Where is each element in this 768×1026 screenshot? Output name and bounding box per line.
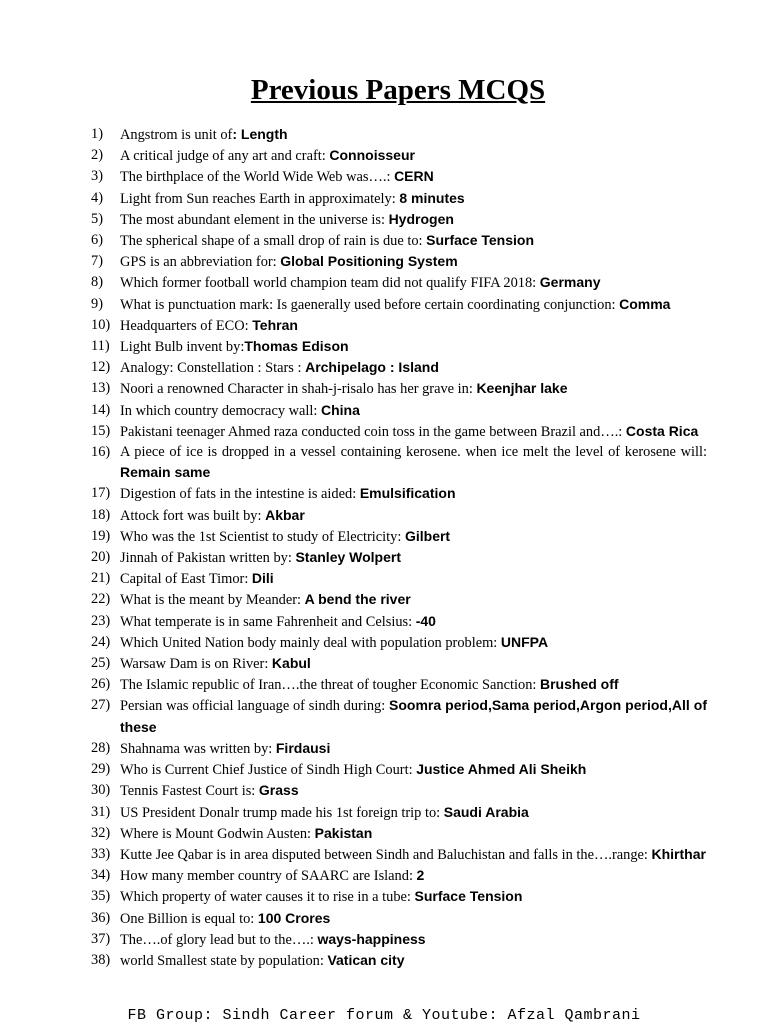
mcq-question: Headquarters of ECO: bbox=[120, 317, 253, 334]
mcq-question: Kutte Jee Qabar is in area disputed between Sindh and Baluchistan and falls in the….range: bbox=[120, 846, 652, 863]
mcq-question: Light from Sun reaches Earth in approximately: bbox=[120, 190, 400, 207]
footer-credit: FB Group: Sindh Career forum & Youtube: Afzal Qambrani bbox=[127, 1007, 641, 1024]
mcq-number: 38) bbox=[91, 951, 111, 968]
mcq-question: Analogy: Constellation : Stars : bbox=[120, 360, 306, 377]
mcq-question: A critical judge of any art and craft: bbox=[120, 148, 330, 165]
mcq-number: 27) bbox=[91, 697, 111, 714]
mcq-item bbox=[93, 483, 707, 504]
mcq-answer: Keenjhar lake bbox=[476, 380, 568, 397]
mcq-question: The most abundant element in the universe is: bbox=[120, 211, 389, 228]
mcq-question: The spherical shape of a small drop of rain is due to: bbox=[120, 233, 427, 250]
mcq-answer: Hydrogen bbox=[388, 210, 454, 227]
mcq-answer: Gilbert bbox=[404, 527, 451, 544]
mcq-number: 16) bbox=[91, 444, 111, 461]
mcq-item bbox=[93, 695, 707, 737]
mcq-number: 2) bbox=[91, 147, 103, 164]
mcq-question: Warsaw Dam is on River: bbox=[120, 656, 272, 673]
mcq-answer: Surface Tension bbox=[426, 232, 535, 249]
mcq-number: 23) bbox=[91, 612, 111, 629]
mcq-item bbox=[93, 230, 707, 251]
mcq-number: 20) bbox=[91, 549, 111, 566]
mcq-item bbox=[93, 886, 707, 907]
mcq-question: What temperate is in same Fahrenheit and Celsius: bbox=[120, 613, 416, 630]
mcq-answer: Kabul bbox=[271, 655, 311, 672]
page-title bbox=[0, 73, 768, 107]
mcq-question: US President Donalr trump made his 1st foreign trip to: bbox=[120, 804, 444, 821]
mcq-question: Which property of water causes it to rise in a tube: bbox=[120, 889, 415, 906]
mcq-item bbox=[93, 759, 707, 780]
mcq-question: Light Bulb invent by: bbox=[120, 339, 245, 356]
mcq-question: Angstrom is unit of bbox=[120, 127, 233, 143]
mcq-number: 5) bbox=[91, 210, 103, 227]
mcq-item bbox=[93, 823, 707, 844]
mcq-number: 36) bbox=[91, 909, 111, 926]
mcq-question: What is the meant by Meander: bbox=[120, 592, 305, 609]
mcq-question: One Billion is equal to: bbox=[120, 910, 258, 927]
mcq-item bbox=[93, 950, 707, 971]
mcq-question: Persian was official language of sindh during: bbox=[120, 698, 389, 715]
mcq-item bbox=[93, 357, 707, 378]
mcq-item bbox=[93, 209, 707, 230]
mcq-answer: Pakistan bbox=[314, 824, 373, 841]
mcq-number: 31) bbox=[91, 803, 111, 820]
mcq-item bbox=[93, 653, 707, 674]
mcq-number: 34) bbox=[91, 867, 111, 884]
mcq-answer: Brushed off bbox=[540, 676, 619, 693]
mcq-number: 32) bbox=[91, 824, 111, 841]
mcq-answer: Saudi Arabia bbox=[443, 803, 529, 820]
mcq-question: Noori a renowned Character in shah-j-risalo has her grave in: bbox=[120, 381, 477, 398]
mcq-number: 7) bbox=[91, 253, 103, 270]
mcq-item bbox=[93, 802, 707, 823]
mcq-answer: Comma bbox=[619, 295, 671, 312]
mcq-item bbox=[93, 442, 707, 483]
mcq-number: 10) bbox=[91, 316, 111, 333]
mcq-answer: Akbar bbox=[265, 506, 305, 523]
mcq-number: 21) bbox=[91, 570, 111, 587]
mcq-number: 17) bbox=[91, 485, 111, 502]
mcq-answer: ways-happiness bbox=[317, 930, 426, 947]
mcq-number: 1) bbox=[91, 126, 103, 142]
mcq-number: 18) bbox=[91, 506, 111, 523]
mcq-item bbox=[93, 336, 707, 357]
mcq-number: 22) bbox=[91, 591, 111, 608]
mcq-number: 11) bbox=[91, 338, 110, 355]
mcq-item bbox=[93, 611, 707, 632]
mcq-item bbox=[93, 251, 707, 272]
mcq-answer: Justice Ahmed Ali Sheikh bbox=[416, 761, 587, 778]
mcq-question: Attock fort was built by: bbox=[120, 507, 266, 524]
mcq-question: Capital of East Timor: bbox=[120, 571, 252, 588]
mcq-number: 28) bbox=[91, 739, 111, 756]
mcq-question: Tennis Fastest Court is: bbox=[120, 783, 259, 800]
mcq-number: 13) bbox=[91, 380, 111, 397]
mcq-number: 26) bbox=[91, 676, 111, 693]
mcq-answer: Global Positioning System bbox=[280, 253, 458, 270]
mcq-answer: Archipelago : Island bbox=[305, 359, 439, 376]
mcq-item bbox=[93, 145, 707, 166]
mcq-answer: Dili bbox=[251, 570, 274, 587]
mcq-number: 8) bbox=[91, 274, 103, 291]
mcq-item bbox=[93, 188, 707, 209]
mcq-item bbox=[93, 526, 707, 547]
mcq-number: 33) bbox=[91, 845, 111, 862]
mcq-question: In which country democracy wall: bbox=[120, 402, 321, 419]
mcq-number: 6) bbox=[91, 232, 103, 249]
mcq-item bbox=[93, 421, 707, 442]
mcq-item bbox=[93, 929, 707, 950]
mcq-question: Who is Current Chief Justice of Sindh High Court: bbox=[120, 762, 417, 779]
mcq-question: The….of glory lead but to the….: bbox=[120, 931, 318, 948]
mcq-answer: Remain same bbox=[120, 464, 211, 481]
mcq-answer: Tehran bbox=[252, 316, 298, 333]
mcq-question: Pakistani teenager Ahmed raza conducted coin toss in the game between Brazil and….: bbox=[120, 423, 626, 440]
mcq-item bbox=[93, 505, 707, 526]
mcq-answer: China bbox=[321, 401, 360, 418]
mcq-answer: 8 minutes bbox=[399, 189, 465, 206]
mcq-item bbox=[93, 315, 707, 336]
mcq-question: Jinnah of Pakistan written by: bbox=[120, 550, 296, 567]
mcq-number: 3) bbox=[91, 168, 103, 185]
mcq-item bbox=[93, 674, 707, 695]
mcq-number: 25) bbox=[91, 655, 111, 672]
mcq-answer: Emulsification bbox=[359, 485, 456, 502]
mcq-item bbox=[93, 738, 707, 759]
mcq-answer: Soomra period,Sama period,Argon period,All of these bbox=[120, 697, 707, 735]
mcq-item bbox=[93, 378, 707, 399]
mcq-question: Shahnama was written by: bbox=[120, 740, 276, 757]
mcq-answer: : Length bbox=[232, 126, 288, 142]
mcq-question: The birthplace of the World Wide Web was….: bbox=[120, 169, 395, 186]
mcq-question: Which former football world champion team did not qualify FIFA 2018: bbox=[120, 275, 540, 292]
mcq-answer: Firdausi bbox=[275, 739, 331, 756]
mcq-question: GPS is an abbreviation for: bbox=[120, 254, 281, 271]
mcq-answer: CERN bbox=[394, 168, 434, 185]
mcq-item bbox=[93, 589, 707, 610]
mcq-answer: Khirthar bbox=[651, 845, 706, 862]
mcq-item bbox=[93, 166, 707, 187]
mcq-number: 15) bbox=[91, 422, 111, 439]
mcq-number: 29) bbox=[91, 761, 111, 778]
mcq-answer: Thomas Edison bbox=[244, 338, 349, 355]
mcq-number: 9) bbox=[91, 295, 103, 312]
mcq-item bbox=[93, 400, 707, 421]
mcq-question: Who was the 1st Scientist to study of Electricity: bbox=[120, 528, 405, 545]
mcq-answer: Surface Tension bbox=[414, 888, 523, 905]
mcq-answer: 100 Crores bbox=[257, 909, 331, 926]
mcq-answer: 2 bbox=[416, 867, 425, 884]
mcq-item bbox=[93, 568, 707, 589]
mcq-question: Which United Nation body mainly deal with population problem: bbox=[120, 634, 501, 651]
mcq-question: Digestion of fats in the intestine is aided: bbox=[120, 486, 360, 503]
mcq-answer: Connoisseur bbox=[329, 147, 415, 164]
mcq-answer: Grass bbox=[258, 782, 299, 799]
mcq-answer: A bend the river bbox=[304, 591, 411, 608]
mcq-question: A piece of ice is dropped in a vessel containing kerosene. when ice melt the level of kerosene will: bbox=[120, 444, 707, 461]
mcq-item bbox=[93, 632, 707, 653]
mcq-list bbox=[93, 124, 707, 971]
mcq-number: 35) bbox=[91, 888, 111, 905]
mcq-question: How many member country of SAARC are Island: bbox=[120, 868, 417, 885]
mcq-answer: -40 bbox=[415, 612, 436, 629]
mcq-number: 14) bbox=[91, 401, 111, 418]
mcq-number: 24) bbox=[91, 633, 111, 650]
mcq-item bbox=[93, 272, 707, 293]
mcq-item bbox=[93, 865, 707, 886]
mcq-item bbox=[93, 294, 707, 315]
mcq-number: 4) bbox=[91, 189, 103, 206]
mcq-item bbox=[93, 124, 707, 145]
mcq-item bbox=[93, 547, 707, 568]
mcq-answer: Costa Rica bbox=[625, 422, 699, 439]
mcq-item bbox=[93, 780, 707, 801]
mcq-answer: Vatican city bbox=[327, 951, 405, 968]
mcq-number: 30) bbox=[91, 782, 111, 799]
mcq-number: 37) bbox=[91, 930, 111, 947]
mcq-question: The Islamic republic of Iran….the threat of tougher Economic Sanction: bbox=[120, 677, 540, 694]
mcq-number: 12) bbox=[91, 359, 111, 376]
mcq-answer: Germany bbox=[539, 274, 601, 291]
page-title-text: Previous Papers MCQS bbox=[250, 74, 546, 106]
mcq-question: world Smallest state by population: bbox=[120, 952, 328, 969]
mcq-number: 19) bbox=[91, 527, 111, 544]
mcq-item bbox=[93, 908, 707, 929]
mcq-question: What is punctuation mark: Is gaenerally used before certain coordinating conjunction: bbox=[120, 296, 620, 313]
mcq-item bbox=[93, 844, 707, 865]
mcq-answer: Stanley Wolpert bbox=[295, 549, 402, 566]
mcq-answer: UNFPA bbox=[500, 633, 549, 650]
mcq-question: Where is Mount Godwin Austen: bbox=[120, 825, 315, 842]
